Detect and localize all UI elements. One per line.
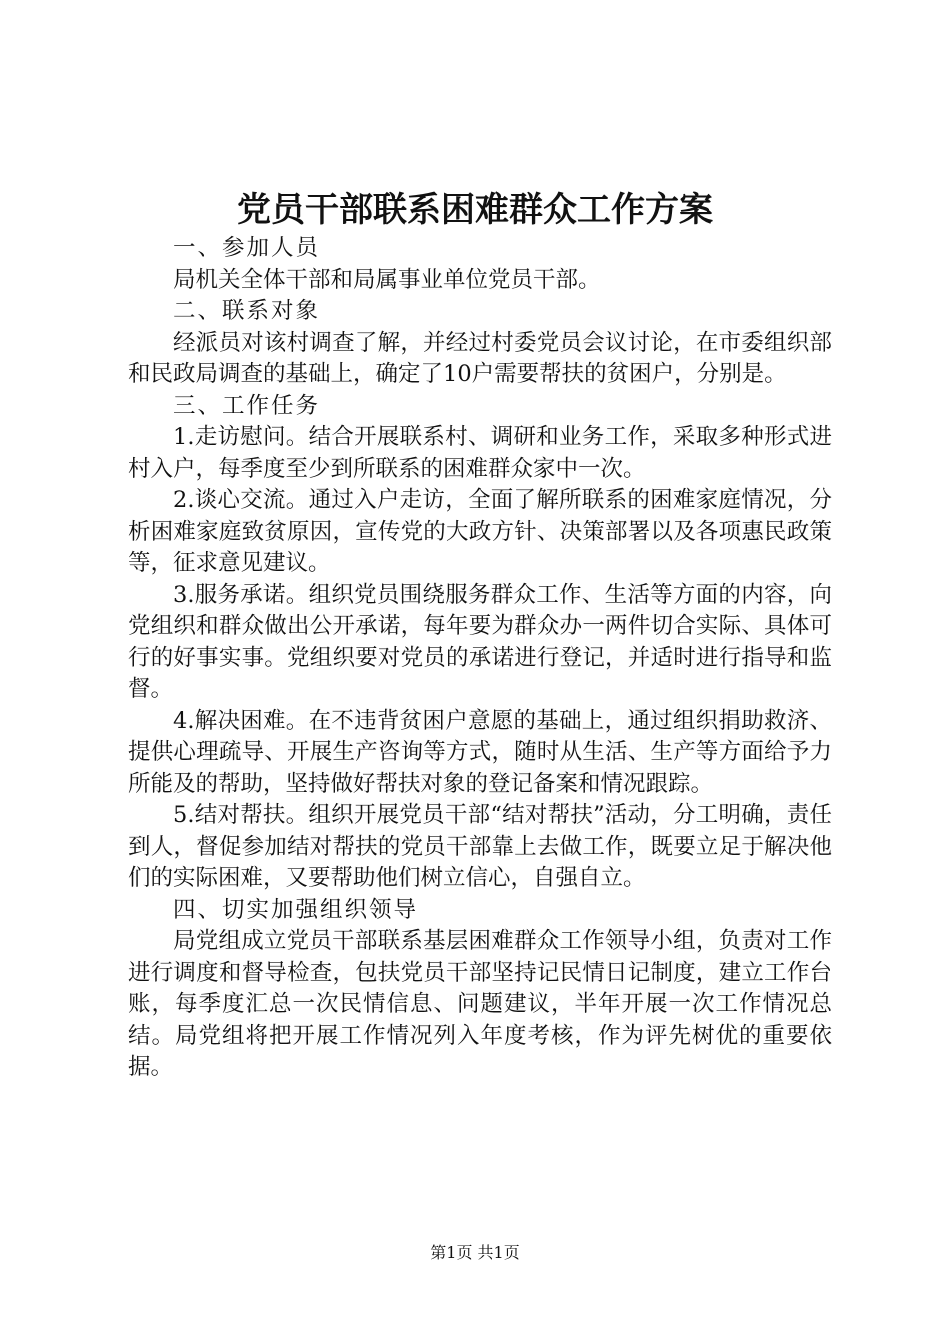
paragraph-task-4: 4.解决困难。在不违背贫困户意愿的基础上，通过组织捐助救济、提供心理疏导、开展生产咨询等方式，随时从生活、生产等方面给予力所能及的帮助，坚持做好帮扶对象的登记备案和情况跟踪。	[128, 707, 832, 797]
paragraph-task-3: 3.服务承诺。组织党员围绕服务群众工作、生活等方面的内容，向党组织和群众做出公开承诺，每年要为群众办一两件切合实际、具体可行的好事实事。党组织要对党员的承诺进行登记，并适时进行指导和监督。	[128, 581, 832, 702]
paragraph-task-1: 1.走访慰问。结合开展联系村、调研和业务工作，采取多种形式进村入户，每季度至少到所联系的困难群众家中一次。	[128, 424, 832, 482]
section-heading-leadership: 四、切实加强组织领导	[173, 896, 419, 923]
section-heading-participants: 一、参加人员	[173, 235, 321, 261]
paragraph-contacts: 经派员对该村调查了解，并经过村委党员会议讨论，在市委组织部和民政局调查的基础上，确定了10户需要帮扶的贫困户，分别是。	[128, 329, 832, 387]
section-heading-contacts: 二、联系对象	[173, 298, 321, 324]
document-title: 党员干部联系困难群众工作方案	[237, 190, 713, 230]
document-body	[128, 233, 832, 1084]
paragraph-leadership: 局党组成立党员干部联系基层困难群众工作领导小组，负责对工作进行调度和督导检查，包扶党员干部坚持记民情日记制度，建立工作台账，每季度汇总一次民情信息、问题建议，半年开展一次工作情况总结。局党组将把开展工作情况列入年度考核，作为评先树优的重要依据。	[128, 928, 832, 1080]
page-footer: 第1页 共1页	[430, 1243, 520, 1262]
paragraph-task-5: 5.结对帮扶。组织开展党员干部“结对帮扶”活动，分工明确，责任到人，督促参加结对帮扶的党员干部靠上去做工作，既要立足于解决他们的实际困难，又要帮助他们树立信心，自强自立。	[128, 802, 832, 891]
paragraph-participants: 局机关全体干部和局属事业单位党员干部。	[173, 266, 601, 293]
paragraph-task-2: 2.谈心交流。通过入户走访，全面了解所联系的困难家庭情况，分析困难家庭致贫原因，宣传党的大政方针、决策部署以及各项惠民政策等，征求意见建议。	[128, 487, 832, 576]
section-heading-tasks: 三、工作任务	[173, 392, 321, 419]
